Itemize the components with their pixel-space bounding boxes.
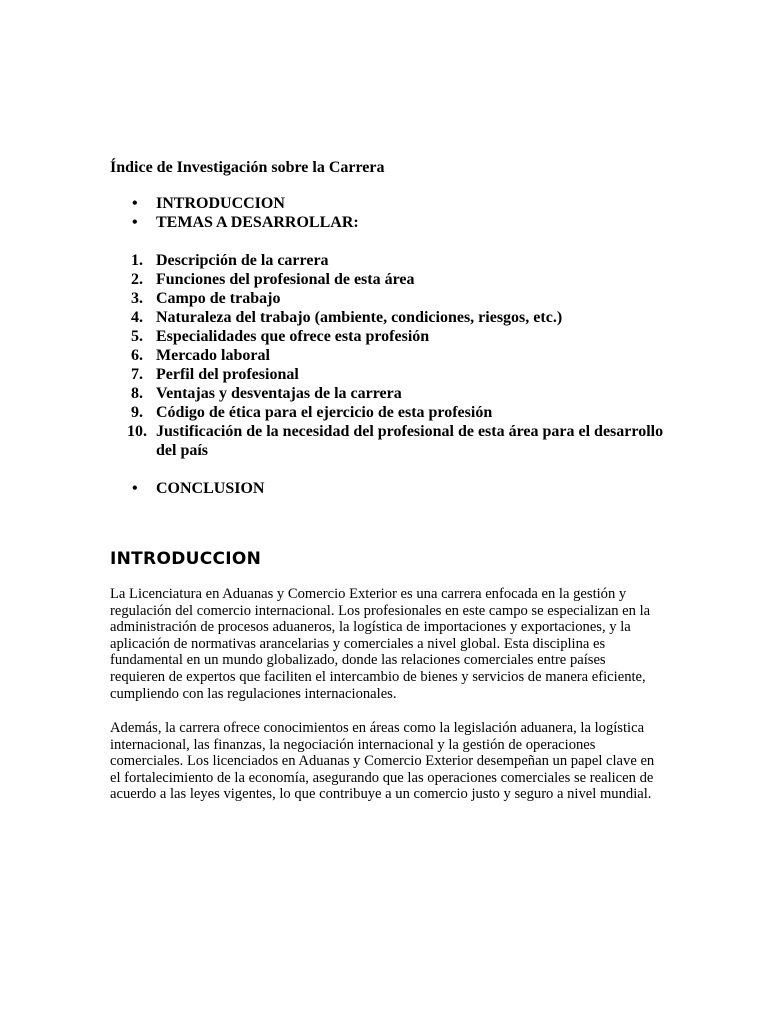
list-item-text: Justificación de la necesidad del profesional de esta área para el desarrollo del país: [156, 423, 664, 459]
list-item-text: Perfil del profesional: [156, 366, 299, 383]
list-item-text: Descripción de la carrera: [156, 252, 329, 269]
list-item: [110, 403, 670, 422]
top-bullet-list: [110, 194, 670, 232]
intro-paragraph: Además, la carrera ofrece conocimientos en áreas como la legislación aduanera, la logística internacional, las finanzas, la negociación internacional y la gestión de operaciones comerciales. Los licenciados en Aduanas y Comercio Exterior desempeñan un papel clave en el fortalecimiento de la economía, asegurando que las operaciones comerciales se realicen de acuerdo a las leyes vigentes, lo que contribuye a un comercio justo y seguro a nivel mundial.: [110, 720, 655, 803]
list-item: [110, 327, 670, 346]
list-number: 7.: [131, 366, 143, 383]
bullet-icon: •: [132, 480, 138, 497]
bullet-item-conclusion: [110, 479, 670, 498]
list-item: [110, 289, 670, 308]
list-item-text: Campo de trabajo: [156, 290, 281, 307]
list-item: [110, 308, 670, 327]
list-item: [110, 346, 670, 365]
list-item-text: Mercado laboral: [156, 347, 270, 364]
list-number: 10.: [127, 423, 147, 440]
list-item-text: Código de ética para el ejercicio de esta profesión: [156, 404, 493, 421]
bullet-item-label: INTRODUCCION: [156, 195, 285, 212]
section-heading-introduccion: INTRODUCCION: [110, 549, 262, 569]
bullet-item-label: CONCLUSION: [156, 480, 265, 497]
list-number: 3.: [131, 290, 143, 307]
list-item: [110, 270, 670, 289]
bullet-item-introduccion: [110, 194, 670, 213]
list-item: [110, 422, 670, 460]
intro-paragraph: La Licenciatura en Aduanas y Comercio Exterior es una carrera enfocada en la gestión y regulación del comercio internacional. Los profesionales en este campo se especializan en la administración de procesos aduaneros, la logística de importaciones y exportaciones, y la aplicación de normativas arancelarias y comerciales a nivel global. Esta disciplina es fundamental en un mundo globalizado, donde las relaciones comerciales entre países requieren de expertos que faciliten el intercambio de bienes y servicios de manera eficiente, cumpliendo con las regulaciones internacionales.: [110, 586, 651, 702]
list-number: 4.: [131, 309, 143, 326]
topics-numbered-list: [110, 251, 670, 460]
list-item-text: Especialidades que ofrece esta profesión: [156, 328, 430, 345]
list-item: [110, 251, 670, 270]
list-number: 5.: [131, 328, 143, 345]
bullet-item-label: TEMAS A DESARROLLAR:: [156, 214, 359, 231]
list-item-text: Naturaleza del trabajo (ambiente, condiciones, riesgos, etc.): [156, 309, 563, 326]
bullet-item-temas: [110, 213, 670, 232]
bottom-bullet-list: [110, 479, 670, 498]
list-number: 8.: [131, 385, 143, 402]
index-title: Índice de Investigación sobre la Carrera: [110, 159, 385, 176]
list-item-text: Funciones del profesional de esta área: [156, 271, 415, 288]
bullet-icon: •: [132, 214, 138, 231]
list-item: [110, 384, 670, 403]
bullet-icon: •: [132, 195, 138, 212]
list-number: 1.: [131, 252, 143, 269]
list-number: 2.: [131, 271, 143, 288]
list-item-text: Ventajas y desventajas de la carrera: [156, 385, 402, 402]
list-number: 9.: [131, 404, 143, 421]
list-item: [110, 365, 670, 384]
list-number: 6.: [131, 347, 143, 364]
